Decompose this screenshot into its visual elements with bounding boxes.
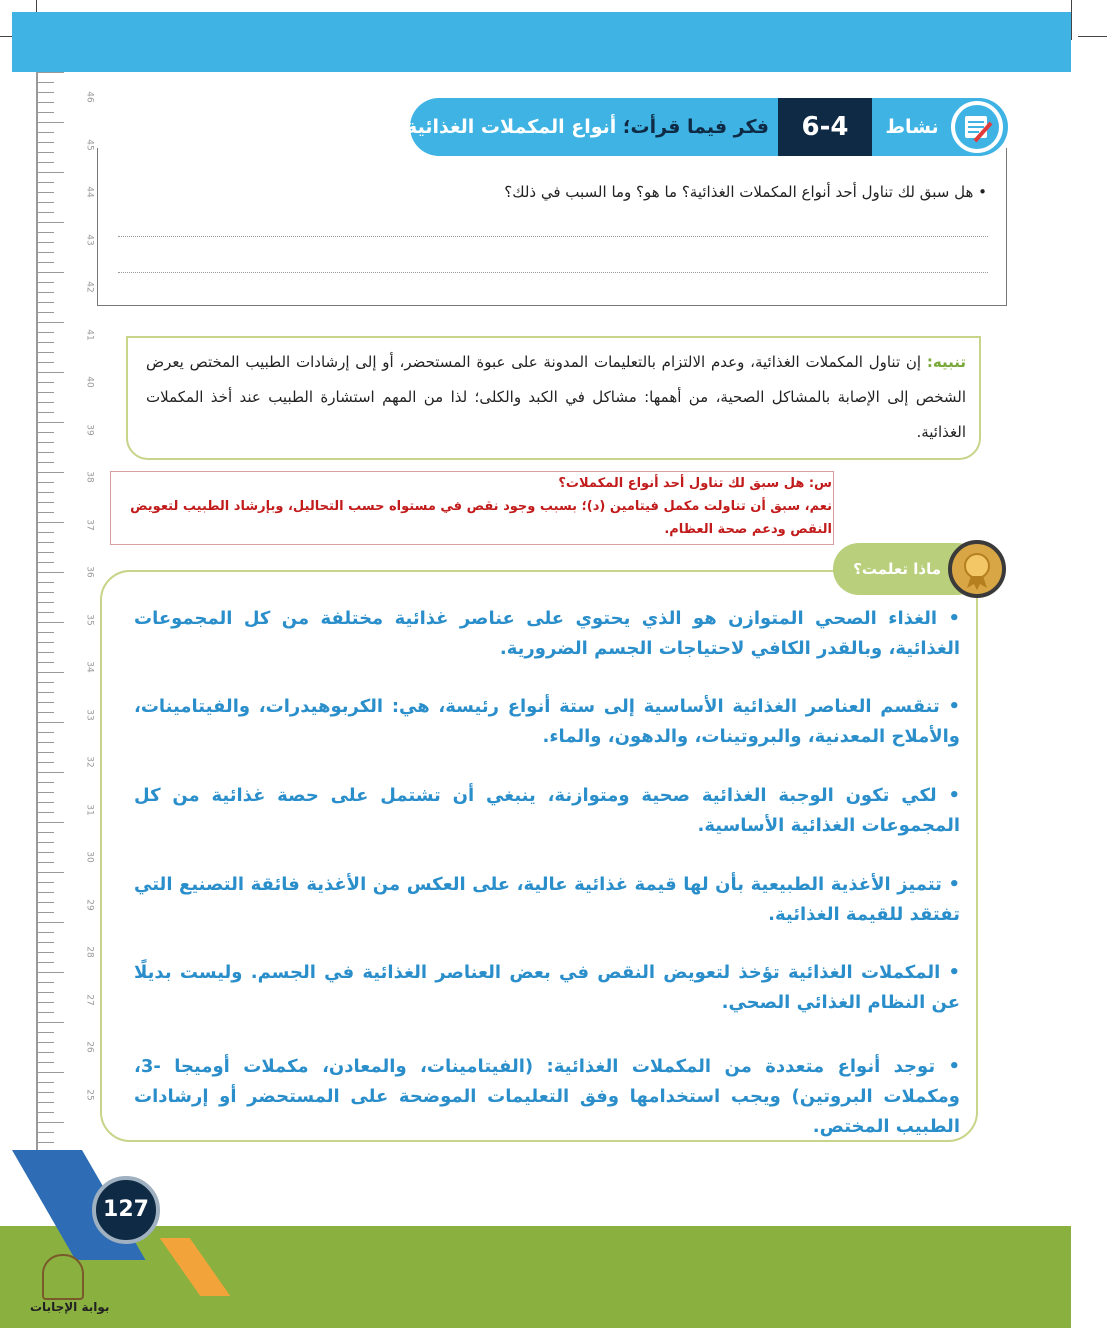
warning-label: تنبيه:	[926, 353, 966, 371]
ruler-tick	[38, 772, 64, 773]
ruler-tick	[38, 682, 54, 683]
ruler-tick	[38, 92, 54, 93]
ruler-tick	[38, 1142, 54, 1143]
ruler-tick	[38, 292, 54, 293]
ruler-tick	[38, 412, 54, 413]
ruler-tick	[38, 1022, 64, 1023]
ruler-tick	[38, 452, 54, 453]
ruler-tick	[38, 632, 54, 633]
ruler-tick	[38, 132, 54, 133]
activity-title-rest: أنواع المكملات الغذائية	[406, 116, 617, 138]
activity-question-box	[97, 148, 1007, 306]
ruler-number: 36	[84, 566, 95, 578]
ruler-tick	[38, 602, 54, 603]
ruler-tick	[38, 652, 54, 653]
ruler-tick	[38, 1032, 54, 1033]
ruler-number: 46	[84, 91, 95, 103]
ruler-tick	[38, 482, 54, 483]
ruler-tick	[38, 422, 64, 423]
ruler-tick	[38, 1122, 64, 1123]
ruler-tick	[38, 692, 54, 693]
ruler-tick	[38, 902, 54, 903]
ruler-number: 29	[84, 898, 95, 911]
learned-bullet: • توجد أنواع متعددة من المكملات الغذائية: (الفيتامينات، والمعادن، مكملات أوميجا -3، ومكملات البروتين) ويجب استخدامها وفق التعليمات الموضحة على المستحضر أو إرشادات الطبيب المختص.	[134, 1056, 960, 1137]
ruler-tick	[38, 872, 64, 873]
ruler-tick	[38, 142, 54, 143]
activity-title	[406, 98, 769, 156]
activity-question: • هل سبق لك تناول أحد أنواع المكملات الغذائية؟ ما هو؟ وما السبب في ذلك؟	[504, 183, 987, 201]
activity-number: 6-4	[778, 98, 872, 156]
ruler-tick	[38, 1052, 54, 1053]
ruler-tick	[38, 722, 64, 723]
crop-mark	[1071, 0, 1072, 40]
learned-bullet: • تتميز الأغذية الطبيعية بأن لها قيمة غذائية عالية، على العكس من الأغذية فائقة التصنيع التي تفتقد للقيمة الغذائية.	[134, 874, 960, 925]
ruler-tick	[38, 1102, 54, 1103]
ruler-tick	[38, 802, 54, 803]
ruler-tick	[38, 442, 54, 443]
ruler-tick	[38, 582, 54, 583]
crop-mark	[1078, 36, 1107, 37]
medal-icon	[948, 540, 1006, 598]
ruler-tick	[38, 622, 64, 623]
ruler-tick	[38, 252, 54, 253]
ruler-tick	[38, 922, 64, 923]
learned-bullet: • الغذاء الصحي المتوازن هو الذي يحتوي على عناصر غذائية مختلفة من كل المجموعات الغذائية، وبالقدر الكافي لاحتياجات الجسم الضرورية.	[134, 608, 960, 659]
ruler-tick	[38, 432, 54, 433]
ruler-tick	[38, 842, 54, 843]
ruler-tick	[38, 572, 64, 573]
ruler-number: 35	[84, 613, 95, 626]
ruler-number: 31	[84, 803, 95, 816]
ruler-tick	[38, 282, 54, 283]
ruler-tick	[38, 372, 64, 373]
ruler-tick	[38, 852, 54, 853]
ruler-tick	[38, 1112, 54, 1113]
ruler-tick	[38, 342, 54, 343]
ruler-tick	[38, 1062, 54, 1063]
ruler-tick	[38, 1012, 54, 1013]
ruler-tick	[38, 982, 54, 983]
ruler-tick	[38, 552, 54, 553]
ruler-tick	[38, 242, 54, 243]
ruler-tick	[38, 1132, 54, 1133]
ruler-tick	[38, 202, 54, 203]
ruler-number: 42	[84, 281, 95, 293]
ruler-tick	[38, 302, 54, 303]
warning-body: إن تناول المكملات الغذائية، وعدم الالتزام بالتعليمات المدونة على عبوة المستحضر، أو إلى إرشادات الطبيب المختص يعرض الشخص إلى الإصابة بالمشاكل الصحية، من أهمها: مشاكل في الكبد والكلى؛ لذا من المهم استشارة الطبيب عند أخذ المكملات الغذائية.	[146, 353, 966, 441]
answer-line	[118, 236, 988, 237]
ruler-tick	[38, 932, 54, 933]
learned-bullet: • تنقسم العناصر الغذائية الأساسية إلى ستة أنواع رئيسة، هي: الكربوهيدرات، والفيتامينات، والأملاح المعدنية، والبروتينات، والدهون، والماء.	[134, 696, 960, 747]
ruler-tick	[38, 82, 54, 83]
ruler-tick	[38, 972, 64, 973]
ruler-number: 25	[84, 1088, 95, 1101]
ruler-tick	[38, 792, 54, 793]
ruler-number: 33	[84, 708, 95, 721]
answer-body: نعم، سبق أن تناولت مكمل فيتامين (د)؛ بسبب وجود نقص في مستواه حسب التحاليل، وبإرشاد الطبيب لتعويض النقص ودعم صحة العظام.	[130, 499, 832, 537]
ruler-tick	[38, 662, 54, 663]
ruler-tick	[38, 472, 64, 473]
ruler-tick	[38, 312, 54, 313]
ruler-tick	[38, 882, 54, 883]
ruler-tick	[38, 322, 64, 323]
footer-logo-text: بوابة الإجابات	[30, 1300, 110, 1314]
ruler-number: 43	[84, 233, 95, 246]
ruler-tick	[38, 122, 64, 123]
ruler-tick	[38, 942, 54, 943]
ruler-number: 37	[84, 518, 95, 531]
ruler-number: 26	[84, 1041, 95, 1053]
ruler-number: 45	[84, 138, 95, 151]
ruler-tick	[38, 592, 54, 593]
answer-question: س: هل سبق لك تناول أحد أنواع المكملات؟	[558, 476, 832, 491]
ruler-tick	[38, 102, 54, 103]
ruler-tick	[38, 232, 54, 233]
pencil-notebook-icon	[948, 98, 1006, 156]
ruler-tick	[38, 222, 64, 223]
ruler-tick	[38, 712, 54, 713]
ruler-tick	[38, 912, 54, 913]
answer-line	[118, 272, 988, 273]
ruler-tick	[38, 672, 64, 673]
ruler-tick	[38, 762, 54, 763]
activity-label: نشاط	[885, 116, 939, 138]
page-ruler	[36, 72, 95, 1162]
ruler-tick	[38, 642, 54, 643]
ruler-tick	[38, 72, 64, 73]
ruler-number: 39	[84, 423, 95, 436]
ruler-tick	[38, 182, 54, 183]
ruler-tick	[38, 1082, 54, 1083]
ruler-tick	[38, 362, 54, 363]
ruler-tick	[38, 332, 54, 333]
ruler-tick	[38, 532, 54, 533]
ruler-number: 40	[84, 376, 95, 388]
ruler-tick	[38, 172, 64, 173]
ruler-number: 32	[84, 756, 95, 768]
ruler-tick	[38, 272, 64, 273]
ruler-tick	[38, 782, 54, 783]
footer-band	[0, 1226, 1071, 1328]
ruler-tick	[38, 992, 54, 993]
ruler-tick	[38, 862, 54, 863]
ruler-tick	[38, 832, 54, 833]
ruler-tick	[38, 192, 54, 193]
ruler-tick	[38, 1092, 54, 1093]
ruler-tick	[38, 392, 54, 393]
answer-text	[118, 472, 832, 541]
ruler-tick	[38, 112, 54, 113]
ruler-tick	[38, 742, 54, 743]
ruler-number: 28	[84, 946, 95, 958]
ruler-tick	[38, 262, 54, 263]
learned-bullet: • المكملات الغذائية تؤخذ لتعويض النقص في بعض العناصر الغذائية في الجسم. وليست بديلًا عن النظام الغذائي الصحي.	[134, 962, 960, 1013]
ruler-number: 44	[84, 186, 95, 198]
learned-title: ماذا تعلمت؟	[853, 560, 941, 578]
ruler-tick	[38, 752, 54, 753]
ruler-tick	[38, 952, 54, 953]
ruler-tick	[38, 612, 54, 613]
ruler-number: 27	[84, 993, 95, 1006]
ruler-tick	[38, 822, 64, 823]
top-color-bar	[12, 12, 1071, 72]
ruler-tick	[38, 562, 54, 563]
ruler-tick	[38, 352, 54, 353]
ruler-tick	[38, 492, 54, 493]
ruler-tick	[38, 732, 54, 733]
ruler-tick	[38, 702, 54, 703]
ruler-tick	[38, 502, 54, 503]
ruler-tick	[38, 162, 54, 163]
ruler-tick	[38, 382, 54, 383]
ruler-tick	[38, 522, 64, 523]
ruler-tick	[38, 152, 54, 153]
ruler-number: 34	[84, 661, 95, 673]
page-number: 127	[92, 1176, 160, 1244]
ruler-tick	[38, 892, 54, 893]
ruler-number: 41	[84, 328, 95, 341]
warning-text	[146, 345, 966, 450]
learned-bullet: • لكي تكون الوجبة الغذائية صحية ومتوازنة، ينبغي أن تشتمل على حصة غذائية من كل المجموعات الغذائية الأساسية.	[134, 785, 960, 836]
ruler-number: 38	[84, 471, 95, 483]
ruler-tick	[38, 462, 54, 463]
answers-gate-logo-icon	[42, 1254, 84, 1300]
ruler-tick	[38, 512, 54, 513]
ruler-tick	[38, 962, 54, 963]
ruler-number: 30	[84, 851, 95, 863]
ruler-tick	[38, 812, 54, 813]
ruler-tick	[38, 542, 54, 543]
ruler-tick	[38, 212, 54, 213]
ruler-tick	[38, 1042, 54, 1043]
activity-title-lead: فكر فيما قرأت؛	[622, 116, 769, 138]
ruler-tick	[38, 402, 54, 403]
ruler-tick	[38, 1072, 64, 1073]
ruler-tick	[38, 1002, 54, 1003]
